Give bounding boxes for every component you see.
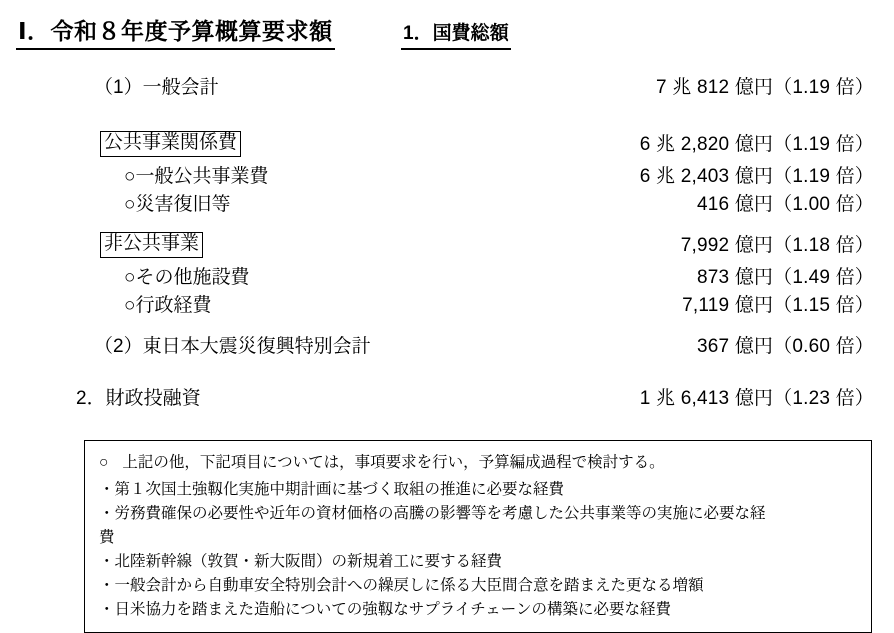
row-label: ○その他施設費	[124, 266, 250, 288]
row-non-public-works	[100, 232, 880, 258]
row-label-boxed: 非公共事業	[100, 232, 203, 258]
list-item: 費	[99, 529, 115, 547]
row-value: 7,992 億円（1.18 倍）	[680, 235, 874, 257]
row-reconstruction-special-account	[94, 333, 880, 361]
note-lead	[99, 451, 859, 475]
spacer	[14, 50, 880, 74]
row-label: ○災害復旧等	[124, 193, 231, 215]
notes-box	[84, 440, 872, 633]
note-lead-text: 上記の他，下記項目については，事項要求を行い，予算編成過程で検討する。	[122, 454, 665, 471]
list-item: ・労務費確保の必要性や近年の資材価格の高騰の影響等を考慮した公共事業等の実施に必要な経	[99, 505, 766, 523]
section-heading-national-expenditure: 1．国費総額	[401, 22, 511, 50]
row-administrative-expenses	[124, 292, 880, 320]
row-value: 873 億円（1.49 倍）	[696, 266, 874, 288]
spacer	[14, 218, 880, 232]
row-label: ○行政経費	[124, 294, 212, 316]
row-general-public-works	[124, 163, 880, 191]
spacer	[14, 361, 880, 385]
list-item: ・日米協力を踏まえた造船についての強靱なサプライチェーンの構築に必要な経費	[99, 601, 671, 619]
row-label-boxed: 公共事業関係費	[100, 131, 241, 157]
row-label: ○一般公共事業費	[124, 166, 269, 188]
row-disaster-restoration	[124, 191, 880, 219]
row-general-account	[94, 74, 880, 102]
row-value: 6 兆 2,403 億円（1.19 倍）	[639, 166, 874, 188]
list-item: ・第１次国土強靱化実施中期計画に基づく取組の推進に必要な経費	[99, 481, 565, 499]
row-value: 6 兆 2,820 億円（1.19 倍）	[639, 134, 874, 156]
row-other-facility-expenses	[124, 264, 880, 292]
row-label: （2）東日本大震災復興特別会計	[94, 336, 371, 358]
spacer	[14, 319, 880, 333]
section-heading-filp: 2．財政投融資	[76, 387, 201, 409]
spacer	[14, 101, 880, 125]
row-label: （1）一般会計	[94, 76, 219, 98]
row-value: 416 億円（1.00 倍）	[696, 193, 874, 215]
row-fiscal-investment-and-loan	[76, 385, 880, 413]
circle-icon: ○	[99, 454, 109, 471]
list-item: ・北陸新幹線（敦賀・新大阪間）の新規着工に要する経費	[99, 553, 503, 571]
row-value: 367 億円（0.60 倍）	[696, 336, 874, 358]
row-public-works-related-expenses	[100, 131, 880, 157]
row-value: 7 兆 812 億円（1.19 倍）	[656, 76, 874, 98]
list-item: ・一般会計から自動車安全特別会計への繰戻しに係る大臣間合意を踏まえた更なる増額	[99, 577, 704, 595]
row-value: 7,119 億円（1.15 倍）	[682, 294, 874, 316]
row-value: 1 兆 6,413 億円（1.23 倍）	[639, 387, 874, 409]
page-title: Ⅰ．令和８年度予算概算要求額	[16, 17, 335, 50]
note-list	[99, 478, 859, 622]
